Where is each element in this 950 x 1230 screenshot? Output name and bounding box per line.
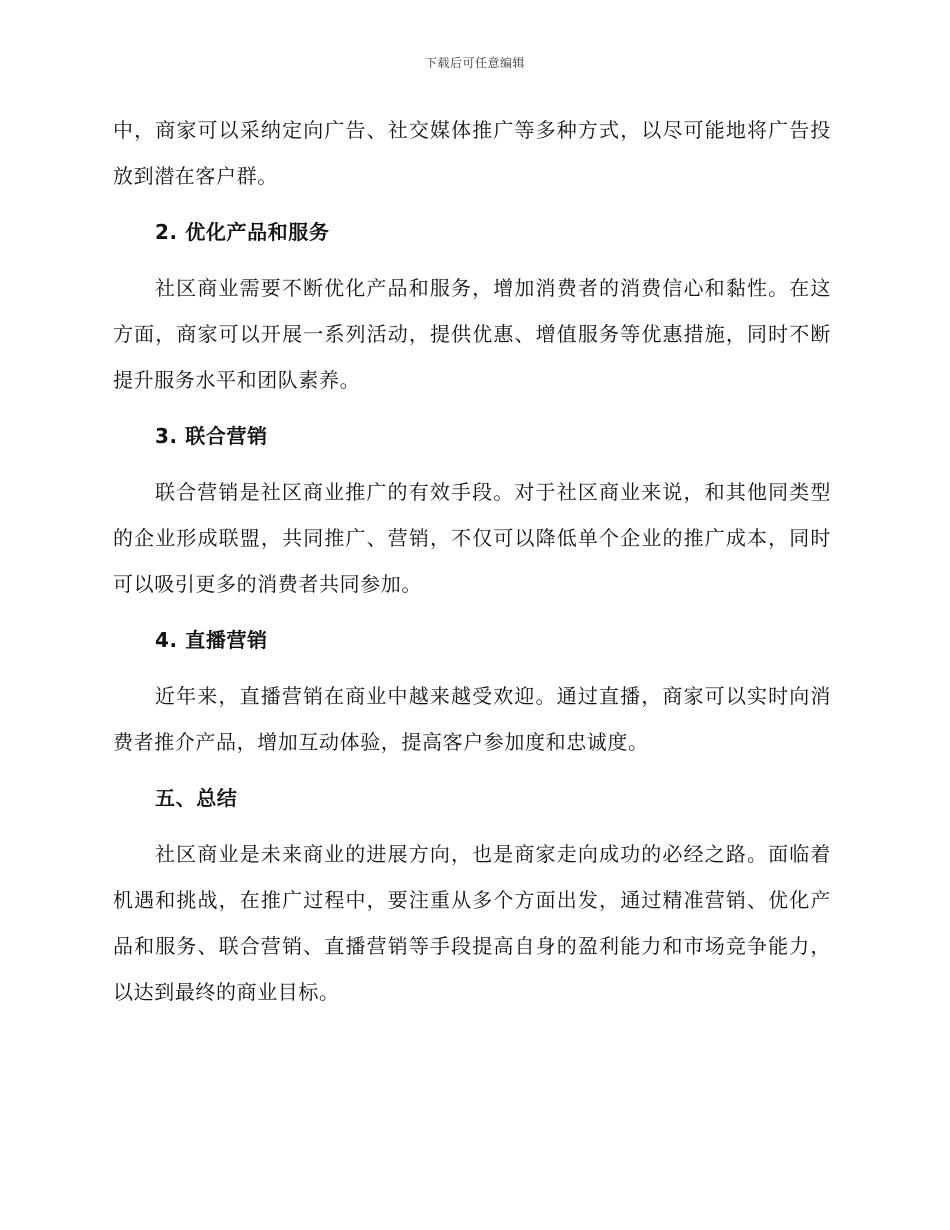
header-note: 下载后可任意编辑 [424, 56, 525, 70]
section-heading-live-marketing: 4. 直播营销 [155, 628, 268, 652]
document-body [113, 107, 831, 1015]
section-heading-summary: 五、总结 [155, 786, 238, 810]
paragraph-live-marketing: 近年来，直播营销在商业中越来越受欢迎。通过直播，商家可以实时向消费者推介产品，增加互动体验，提高客户参加度和忠诚度。 [113, 684, 831, 754]
paragraph-summary: 社区商业是未来商业的进展方向，也是商家走向成功的必经之路。面临着机遇和挑战，在推广过程中，要注重从多个方面出发，通过精准营销、优化产品和服务、联合营销、直播营销等手段提高自身的盈利能力和市场竞争能力，以达到最终的商业目标。 [113, 842, 831, 1004]
paragraph-optimize-products: 社区商业需要不断优化产品和服务，增加消费者的消费信心和黏性。在这方面，商家可以开展一系列活动，提供优惠、增值服务等优惠措施，同时不断提升服务水平和团队素养。 [113, 276, 831, 392]
paragraph-joint-marketing: 联合营销是社区商业推广的有效手段。对于社区商业来说，和其他同类型的企业形成联盟，共同推广、营销，不仅可以降低单个企业的推广成本，同时可以吸引更多的消费者共同参加。 [113, 480, 831, 596]
paragraph-intro-continued: 中，商家可以采纳定向广告、社交媒体推广等多种方式，以尽可能地将广告投放到潜在客户群。 [113, 118, 831, 188]
section-heading-joint-marketing: 3. 联合营销 [155, 424, 268, 448]
section-heading-optimize-products: 2. 优化产品和服务 [155, 220, 330, 244]
